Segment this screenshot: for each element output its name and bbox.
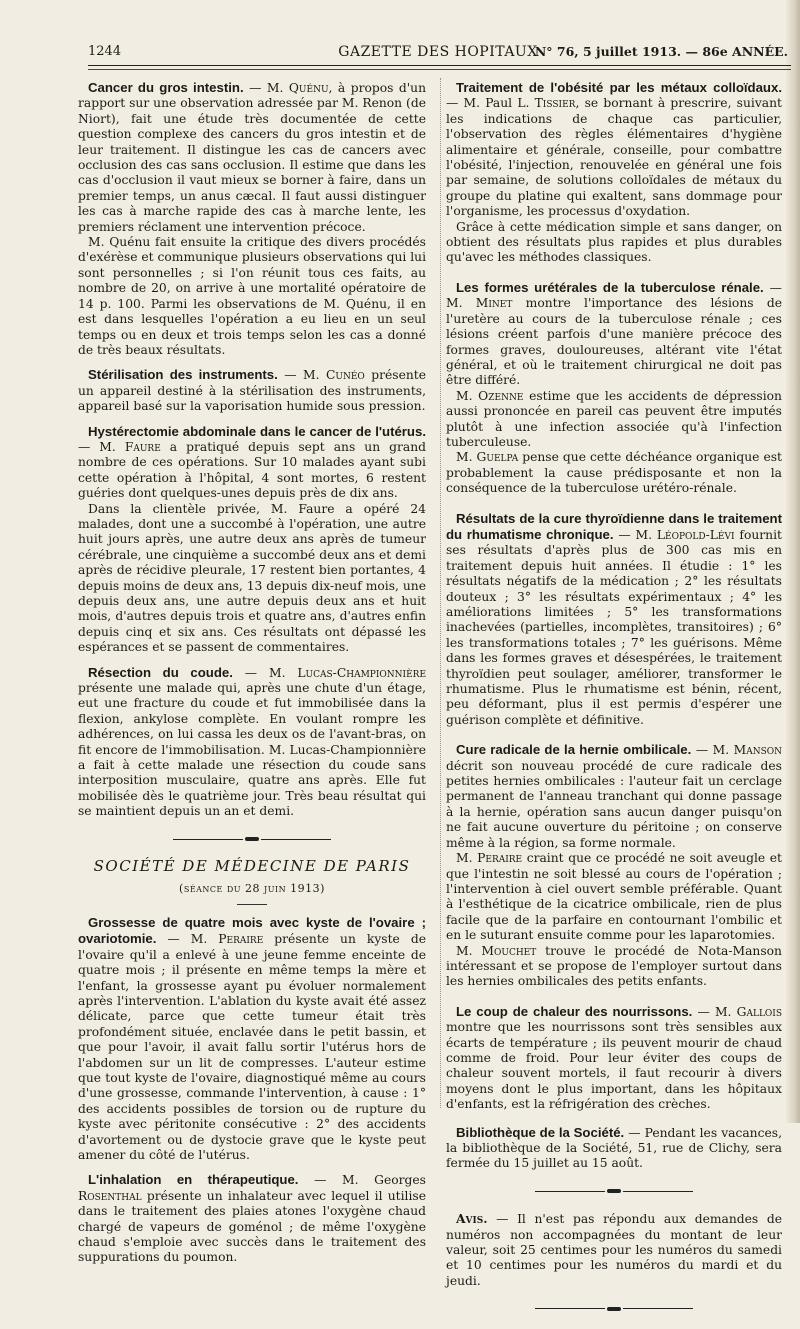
article-title: Les formes urétérales de la tuberculose rénale.	[456, 279, 764, 295]
article-coup-de-chaleur	[446, 1004, 782, 1113]
text: craint que ce procédé ne soit aveugle et que l'intestin ne soit blessé au cours de l'opération ; l'intervention à ciel ouvert semble préférable. Quant à l'esthétique de la cicatrice ombilicale, rien de plus facile que de la parfaire en contournant l'ombilic et en le suturant ensuite comme pour les laparotomies.	[446, 851, 782, 943]
article-title: Le coup de chaleur des nourrissons.	[456, 1003, 693, 1019]
left-column	[78, 80, 426, 1266]
text: , à propos d'un rapport sur une observation adressée par M. Renon (de Niort), fait une étude très documentée de cette question complexe des cancers du gros intestin et de leur traitement. Il distingue les cas de cancers avec occlusion des cas sans occlusion. Il estime que dans les cas d'occlusion il vaut mieux se borner à faire, dans un premier temps, un anus cæcal. Il faut aussi distinguer les cas à marche rapide des cas à marche lente, les premiers réclament une intervention précoce.	[78, 81, 426, 234]
text: — Pendant les vacances, la bibliothèque de la Société, 51, rue de Clichy, sera fermée du 15 juillet au 15 août.	[446, 1125, 782, 1171]
paragraph	[446, 389, 782, 451]
author-name: Rosenthal	[78, 1188, 142, 1203]
author-name: Peraire	[477, 851, 523, 866]
paragraph	[446, 742, 782, 851]
text: , se bornant à prescrire, suivant les indications de chaque cas particulier, l'observation des règles élémentaires d'hygiène alimentaire et générale, conseille, pour combattre l'obésité, l'injection, renouvelée en général une fois par semaine, de solutions colloïdales de métaux du groupe du platine qui exaltent, sans dommage pour l'organisme, les processus d'oxydation.	[446, 96, 782, 219]
header-rule	[88, 65, 791, 66]
article-hernie-ombilicale	[446, 742, 782, 990]
paragraph	[446, 511, 782, 729]
author-name: Manson	[733, 743, 783, 758]
paragraph	[446, 1004, 782, 1113]
text: — M.	[692, 1004, 737, 1019]
paragraph	[78, 1172, 426, 1265]
session-date: (séance du 28 juin 1913)	[179, 881, 325, 895]
text: M.	[456, 450, 477, 465]
text: — M.	[277, 368, 326, 383]
paragraph	[446, 1211, 782, 1289]
author-name: Guelpa	[476, 450, 519, 465]
text: — M.	[613, 527, 657, 542]
article-grossesse-kyste	[78, 915, 426, 1164]
article-title: Résultats de la cure thyroïdienne dans le traitement du rhumatisme chronique.	[446, 510, 782, 542]
article-sterilisation	[78, 367, 426, 414]
article-title: Bibliothèque de la Société.	[456, 1124, 625, 1140]
column-separator	[440, 78, 441, 1108]
author-name: Tissier	[534, 96, 576, 111]
paragraph	[78, 915, 426, 1164]
text: — M.	[691, 743, 734, 758]
text: M.	[456, 943, 482, 958]
text: présente un kyste de l'ovaire qu'il a enlevé à une jeune femme enceinte de quatre mois ; il présente en même temps la mère et l'enfant, la grossesse ayant pu évoluer normalement après l'intervention. L'ablation du kyste avait été assez délicate, parce que cette tumeur était très profondément située, enclavée dans le petit bassin, et que pour l'avoir, il avait fallu sortir l'utérus hors de l'abdomen sur un lit de compresses. L'auteur estime que tout kyste de l'ovaire, diagnostiqué même au cours d'une grossesse, commande l'intervention, à cause : 1° des accidents possibles de torsion ou de rupture du kyste avec péritonite consécutive : 2° des accidents d'avortement ou de dystocie grave que le kyste peut amener du côté de l'utérus.	[78, 932, 426, 1162]
article-resection-coude	[78, 665, 426, 820]
section-ornament	[446, 1301, 782, 1316]
article-title: Cure radicale de la hernie ombilicale.	[456, 742, 692, 758]
paragraph	[446, 280, 782, 389]
text: présente un appareil destiné à la stérilisation des instruments, appareil basé sur la vaporisation humide sous pression.	[78, 368, 426, 414]
paragraph	[446, 1125, 782, 1172]
text: M.	[456, 388, 479, 403]
article-title: Cancer du gros intestin.	[88, 80, 244, 95]
article-title: Traitement de l'obésité par les métaux colloïdaux.	[456, 80, 782, 95]
text: — M.	[78, 439, 125, 454]
paragraph: M. Quénu fait ensuite la critique des divers procédés d'exérèse et communique plusieurs observations qui lui sont personnelles ; si l'on réunit tous ces faits, au nombre de 20, on arrive à une mortalité opératoire de 14 p. 100. Parmi les observations de M. Quénu, il en est dans lesquelles l'opération a eu lieu en un seul temps ou en deux et trois temps selon les cas a donné de très beaux résultats.	[78, 235, 426, 357]
society-heading: SOCIÉTÉ DE MÉDECINE DE PARIS	[93, 857, 411, 876]
text: — M.	[446, 280, 782, 311]
page-number: 1244	[88, 44, 122, 59]
text: — Il n'est pas répondu aux demandes de numéros non accompagnées du montant de leur valeur, soit 25 centimes pour les numéros du samedi et 10 centimes pour les numéros du mardi et du jeudi.	[446, 1212, 782, 1288]
page-header	[88, 44, 788, 64]
header-rule-thin	[88, 69, 791, 70]
notice-label: Avis.	[456, 1211, 488, 1227]
notice-avis	[446, 1211, 782, 1289]
article-cure-thyroidienne	[446, 511, 782, 729]
author-name: Faure	[124, 439, 161, 454]
author-name: Gallois	[736, 1004, 783, 1019]
article-title: Hystérectomie abdominale dans le cancer de l'utérus.	[88, 423, 426, 439]
article-cancer-gros-intestin	[78, 80, 426, 358]
issue-info: N° 76, 5 juillet 1913. — 86e ANNÉE.	[534, 44, 788, 59]
paragraph	[78, 424, 426, 502]
article-title: Grossesse de quatre mois avec kyste de l'ovaire ; ovariotomie.	[78, 914, 426, 947]
section-ornament	[446, 1184, 782, 1199]
author-name: Peraire	[218, 932, 264, 947]
text: — M.	[232, 665, 298, 680]
text: montre l'importance des lésions de l'uretère au cours de la tuberculose rénale ; ces lésions créent parfois d'une manière précoce des formes graves, douloureuses, altérant vite l'état général, et où le traitement chirurgical ne doit pas être différé.	[446, 296, 782, 388]
text: pense que cette déchéance organique est probablement la cause prédisposante et non la conséquence de la tuberculose urétéro-rénale.	[446, 450, 782, 496]
text: montre que les nourrissons sont très sensibles aux écarts de température ; ils peuvent mourir de chaud comme de froid. Pour leur éviter des coups de chaleur souvent mortels, il faut recourir à divers moyens dont le plus important, dans les hôpitaux d'enfants, est la réfrigération des crèches.	[446, 1020, 782, 1112]
text: M.	[456, 851, 478, 866]
text: décrit son nouveau procédé de cure radicale des petites hernies ombilicales : l'auteur fait un cerclage permanent de l'anneau tranchant qui donne passage à la hernie, opération sans aucun danger puisqu'on ne fait aucune ouverture du péritoine ; on conserve même à la région, sa forme normale.	[446, 758, 782, 850]
paragraph	[446, 80, 782, 220]
paragraph	[78, 665, 426, 820]
author-name: Lucas-Championnière	[297, 665, 427, 680]
author-name: Cunéo	[325, 368, 365, 383]
paragraph	[446, 851, 782, 943]
paragraph	[446, 944, 782, 990]
paragraph: Grâce à cette médication simple et sans danger, on obtient des résultats plus rapides et plus durables qu'avec les méthodes classiques.	[446, 219, 782, 265]
text: — M.	[156, 932, 219, 947]
text: a pratiqué depuis sept ans un grand nombre de ces opérations. Sur 10 malades ayant subi cette opération à l'hôpital, 4 sont mortes, 6 restent guéries dont quelques-unes depuis près de dix ans.	[78, 439, 427, 501]
article-inhalation	[78, 1172, 426, 1265]
article-obesite	[446, 80, 782, 266]
page-edge-shadow	[786, 0, 800, 1123]
divider	[237, 904, 267, 905]
article-title: Stérilisation des instruments.	[88, 367, 278, 383]
author-name: Léopold-Lévi	[656, 527, 735, 542]
author-name: Mouchet	[481, 943, 537, 958]
text: — M. Paul L.	[446, 96, 535, 111]
article-title: Résection du coude.	[88, 664, 233, 680]
article-tuberculose-renale	[446, 280, 782, 497]
paragraph	[446, 450, 782, 496]
text: présente un inhalateur avec lequel il utilise dans le traitement des plaies atones l'oxygène chaud chargé de vapeurs de goménol ; de même l'oxygène chaud s'emploie avec succès dans le traitement des suppurations du poumon.	[78, 1188, 426, 1265]
text: fournit ses résultats d'après plus de 300 cas mis en traitement depuis huit années. Il étudie : 1° les résultats négatifs de la médication ; 2° les résultats douteux ; 3° les résultats expérimentaux ; 4° les améliorations limitées ; 5° les transformations inachevées (partielles, incomplètes, transitoires) ; 6° les transformations totales ; 7° les guérisons. Même dans les formes graves et désespérées, le traitement thyroïdien peut soulager, améliorer, transformer le rhumatisme. Plus le rhumatisme est bénin, récent, peu déformant, plus il est permis d'espérer une guérison complète et définitive.	[446, 527, 782, 727]
article-title: L'inhalation en thérapeutique.	[88, 1172, 299, 1188]
paragraph: Dans la clientèle privée, M. Faure a opéré 24 malades, dont une a succombé à l'opération, une autre huit jours après, une autre deux ans après de tumeur cérébrale, une cinquième a succombé deux ans et demi après de récidive pleurale, 17 restent bien portantes, 4 depuis moins de deux ans, 13 depuis dix-neuf mois, une depuis deux ans, une autre depuis deux ans et huit mois, d'autres depuis trois et quatre ans, d'autres enfin depuis cinq et six ans. Ces résultats ont dépassé les espérances et se passent de commentaires.	[78, 501, 426, 655]
text: présente une malade qui, après une chute d'un étage, eut une fracture du coude et fut immobilisée dans la flexion, ankylose complète. En voulant rompre les adhérences, on lui cassa les deux os de l'avant-bras, on fit encore de l'immobilisation. M. Lucas-Championnière a fait à cette malade une résection du coude sans interposition musculaire, quatre ans après. Elle fut mobilisée dès le quatrième jour. Très beau résultat qui se maintient depuis un an et demi.	[78, 681, 426, 819]
article-bibliotheque	[446, 1125, 782, 1172]
text: trouve le procédé de Nota-Manson intéressant et se propose de l'employer surtout dans les hernies ombilicales des petits enfants.	[446, 943, 782, 989]
section-ornament	[78, 832, 426, 847]
author-name: Minet	[475, 296, 513, 311]
paragraph	[78, 80, 426, 235]
right-column	[446, 80, 782, 1329]
journal-title: GAZETTE DES HOPITAUX	[338, 44, 538, 60]
text: — M.	[243, 81, 289, 95]
text: estime que les accidents de dépression aussi prononcée en pareil cas peuvent être imputés plutôt à une infection associée qu'à l'infection tuberculeuse.	[446, 388, 782, 449]
author-name: Ozenne	[478, 388, 524, 403]
author-name: Quénu	[288, 81, 329, 95]
article-hysterectomie	[78, 424, 426, 656]
paragraph	[78, 367, 426, 414]
text: — M. Georges	[298, 1173, 426, 1188]
